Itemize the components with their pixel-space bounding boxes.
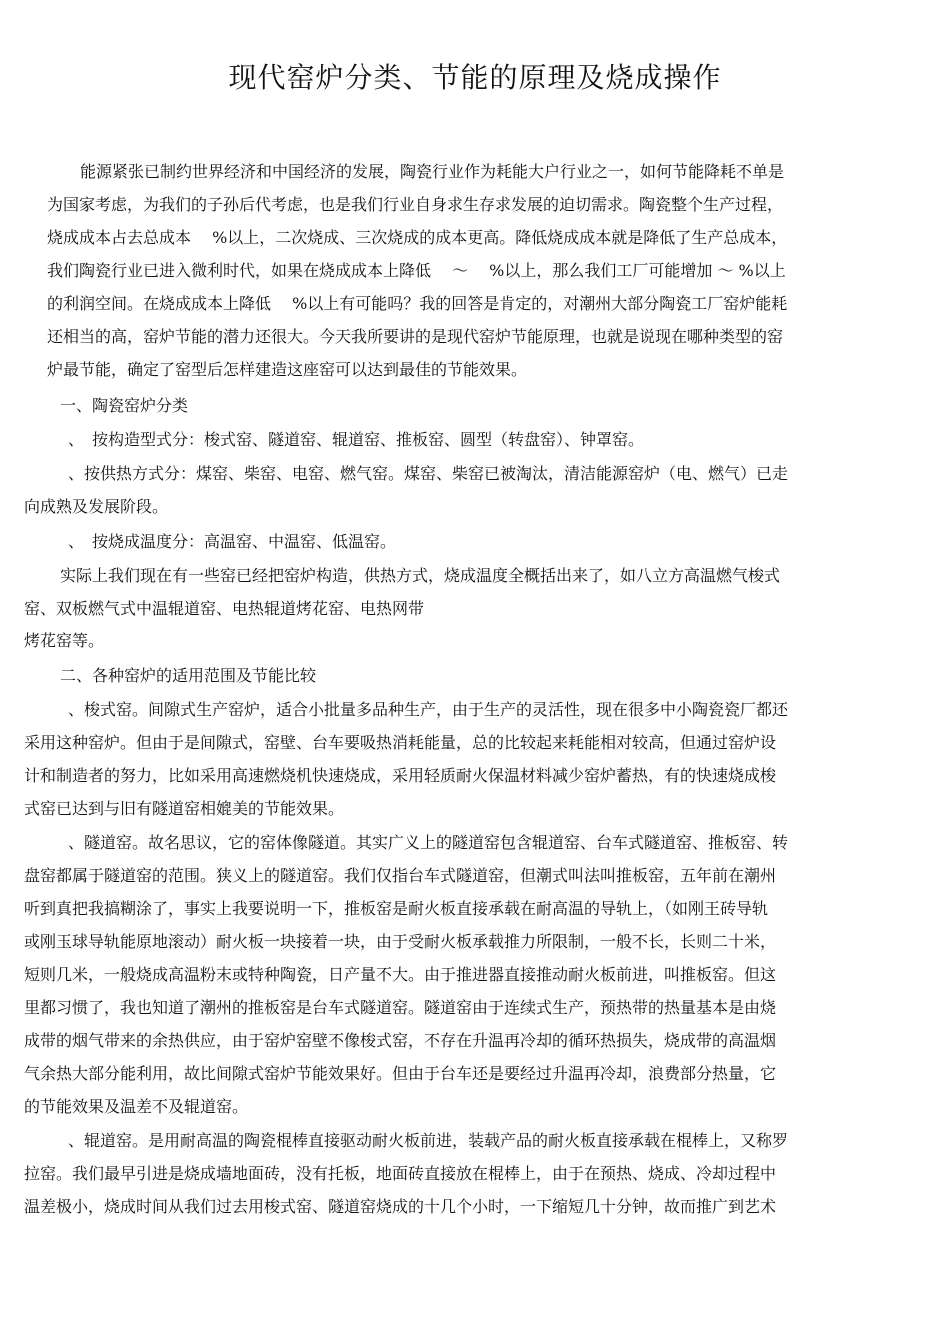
paragraph-line: 的利润空间。在烧成成本上降低 %以上有可能吗？我的回答是肯定的，对潮州大部分陶瓷工厂窑炉能耗 <box>47 294 788 313</box>
list-item: 、 按烧成温度分：高温窑、中温窑、低温窑。 <box>68 532 397 551</box>
paragraph-line: 窑、双板燃气式中温辊道窑、电热辊道烤花窑、电热网带 <box>24 599 425 618</box>
document-title: 现代窑炉分类、节能的原理及烧成操作 <box>228 61 722 94</box>
paragraph-line: 为国家考虑，为我们的子孙后代考虑，也是我们行业自身求生存求发展的迫切需求。陶瓷整个生产过程， <box>47 195 784 214</box>
paragraph-line: 烤花窑等。 <box>24 631 105 650</box>
list-item: 、梭式窑。间隙式生产窑炉，适合小批量多品种生产，由于生产的灵活性，现在很多中小陶瓷瓷厂都还 <box>68 700 789 719</box>
paragraph-line: 短则几米，一般烧成高温粉末或特种陶瓷，日产量不大。由于推进器直接推动耐火板前进，叫推板窑。但这 <box>24 965 777 984</box>
paragraph-line: 气余热大部分能利用，故比间隙式窑炉节能效果好。但由于台车还是要经过升温再冷却，浪费部分热量，它 <box>24 1064 777 1083</box>
paragraph-line: 能源紧张已制约世界经济和中国经济的发展，陶瓷行业作为耗能大户行业之一，如何节能降耗不单是 <box>80 162 785 181</box>
paragraph-line: 式窑已达到与旧有隧道窑相媲美的节能效果。 <box>24 799 345 818</box>
paragraph-line: 里都习惯了，我也知道了潮州的推板窑是台车式隧道窑。隧道窑由于连续式生产，预热带的热量基本是由烧 <box>24 998 777 1017</box>
paragraph-line: 的节能效果及温差不及辊道窑。 <box>24 1097 249 1116</box>
paragraph-line: 还相当的高，窑炉节能的潜力还很大。今天我所要讲的是现代窑炉节能原理，也就是说现在哪种类型的窑 <box>47 327 784 346</box>
paragraph-line: 或刚玉球导轨能原地滚动）耐火板一块接着一块，由于受耐火板承载推力所限制，一般不长，长则二十米， <box>24 932 777 951</box>
section-heading: 二、各种窑炉的适用范围及节能比较 <box>60 666 317 685</box>
list-item: 、隧道窑。故名思议，它的窑体像隧道。其实广义上的隧道窑包含辊道窑、台车式隧道窑、推板窑、转 <box>68 833 789 852</box>
paragraph-line: 实际上我们现在有一些窑已经把窑炉构造，供热方式，烧成温度全概括出来了，如八立方高温燃气梭式 <box>60 566 781 585</box>
list-item: 、辊道窑。是用耐高温的陶瓷棍棒直接驱动耐火板前进，装载产品的耐火板直接承载在棍棒上，又称罗 <box>68 1131 789 1150</box>
paragraph-line: 我们陶瓷行业已进入微利时代，如果在烧成成本上降低 ～ %以上，那么我们工厂可能增加 ～ %以上 <box>47 261 786 280</box>
paragraph-line: 向成熟及发展阶段。 <box>24 497 169 516</box>
paragraph-line: 计和制造者的努力，比如采用高速燃烧机快速烧成，采用轻质耐火保温材料减少窑炉蓄热，有的快速烧成梭 <box>24 766 777 785</box>
paragraph-line: 拉窑。我们最早引进是烧成墙地面砖，没有托板，地面砖直接放在棍棒上，由于在预热、烧成、冷却过程中 <box>24 1164 777 1183</box>
paragraph-line: 烧成成本占去总成本 %以上，二次烧成、三次烧成的成本更高。降低烧成成本就是降低了生产总成本， <box>47 228 788 247</box>
section-heading: 一、陶瓷窑炉分类 <box>60 396 189 415</box>
paragraph-line: 炉最节能，确定了窑型后怎样建造这座窑可以达到最佳的节能效果。 <box>47 360 528 379</box>
paragraph-line: 听到真把我搞糊涂了，事实上我要说明一下，推板窑是耐火板直接承载在耐高温的导轨上，（如刚王砖导轨 <box>24 899 769 918</box>
paragraph-line: 采用这种窑炉。但由于是间隙式，窑壁、台车要吸热消耗能量，总的比较起来耗能相对较高，但通过窑炉设 <box>24 733 777 752</box>
list-item: 、按供热方式分：煤窑、柴窑、电窑、燃气窑。煤窑、柴窑已被淘汰，清洁能源窑炉（电、燃气）已走 <box>68 464 789 483</box>
list-item: 、 按构造型式分：梭式窑、隧道窑、辊道窑、推板窑、圆型（转盘窑）、钟罩窑。 <box>68 430 645 449</box>
paragraph-line: 成带的烟气带来的余热供应，由于窑炉窑壁不像梭式窑，不存在升温再冷却的循环热损失，烧成带的高温烟 <box>24 1031 777 1050</box>
paragraph-line: 盘窑都属于隧道窑的范围。狭义上的隧道窑。我们仅指台车式隧道窑，但潮式叫法叫推板窑，五年前在潮州 <box>24 866 777 885</box>
paragraph-line: 温差极小，烧成时间从我们过去用梭式窑、隧道窑烧成的十几个小时，一下缩短几十分钟，故而推广到艺术 <box>24 1197 777 1216</box>
